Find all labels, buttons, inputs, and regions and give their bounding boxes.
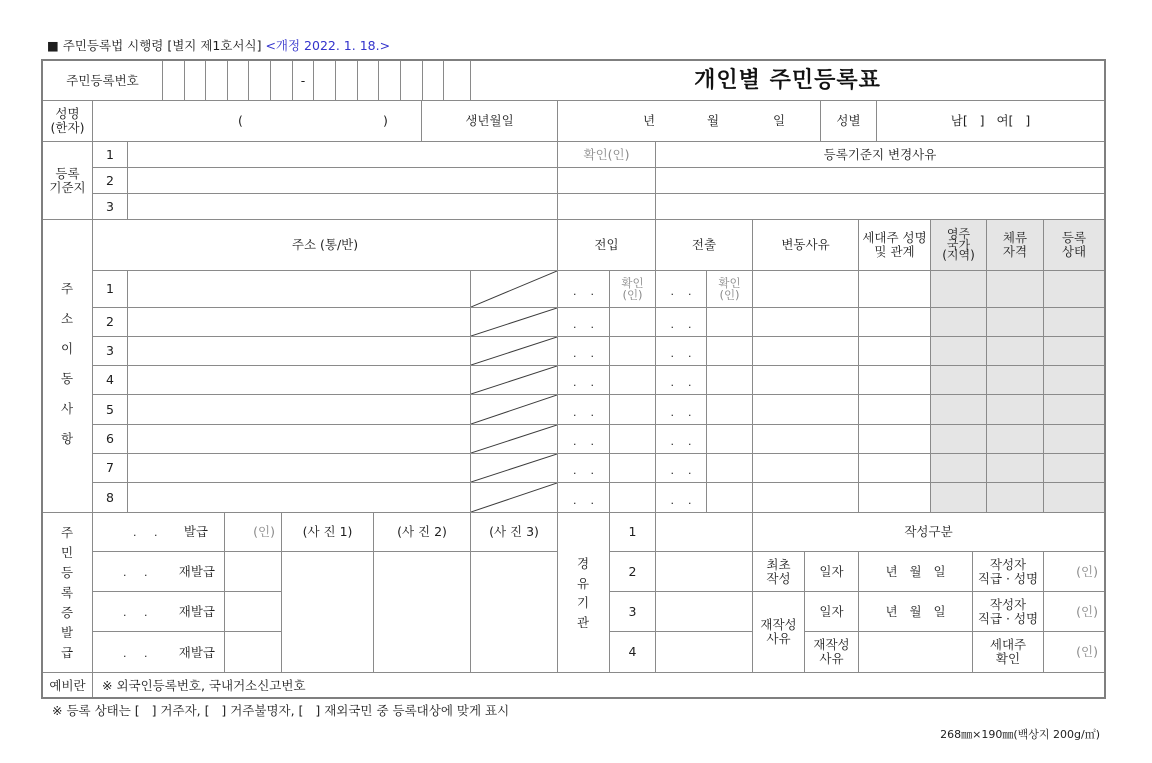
author-label-sub: 직급 · 성명: [977, 570, 1039, 586]
remarks-label-text: 예비란: [49, 677, 86, 693]
move-out-date-field[interactable]: [655, 336, 707, 366]
pr-country-field[interactable]: [930, 424, 987, 454]
form-reference: [47, 38, 390, 54]
date-dots: . .: [670, 464, 692, 477]
reg-status-header-sub: 상태: [1061, 244, 1087, 259]
reg-status-field[interactable]: [1043, 482, 1105, 513]
stay-status-field[interactable]: [986, 336, 1044, 366]
date-dots: . .: [133, 526, 158, 539]
seal-text: (인): [719, 288, 740, 302]
registry-confirm-field[interactable]: [557, 193, 656, 220]
address-row-num: [92, 394, 128, 425]
date-label-text: 일자: [819, 563, 844, 579]
photo-2-header: [373, 512, 471, 552]
photo-2-slot[interactable]: [373, 551, 471, 673]
pr-country-field[interactable]: [930, 394, 987, 425]
date-dots: . .: [670, 347, 692, 360]
row-number: 6: [106, 431, 114, 446]
gender-options-text: 남[ ] 여[ ]: [950, 113, 1031, 128]
remarks-label: [42, 672, 93, 699]
registry-row-num: [92, 141, 128, 168]
seal-text: (인): [253, 524, 275, 539]
gender-label-text: 성별: [836, 113, 861, 128]
address-field[interactable]: [127, 270, 471, 308]
date-dots: . .: [670, 376, 692, 389]
rewrite-reason-field[interactable]: [858, 631, 973, 673]
name-close-paren: ): [383, 113, 388, 128]
householder-field[interactable]: [858, 307, 931, 337]
diagonal-slash-icon: [471, 454, 557, 482]
householder-field[interactable]: [858, 270, 931, 308]
row-number: 7: [106, 460, 114, 475]
issue-seal-field[interactable]: [224, 512, 282, 552]
change-reason-field[interactable]: [752, 482, 859, 513]
move-out-date-field[interactable]: [655, 453, 707, 483]
householder-confirm-seal[interactable]: [1043, 631, 1105, 673]
birth-label: [421, 100, 558, 142]
ssn-digit-cell[interactable]: [335, 60, 358, 101]
date-dots: . .: [670, 405, 692, 419]
move-in-date-field[interactable]: [557, 365, 610, 395]
date-dots: . .: [573, 405, 594, 419]
address-field[interactable]: [127, 482, 471, 513]
move-out-confirm-field[interactable]: [706, 365, 753, 395]
date-dots: . .: [573, 376, 594, 389]
move-in-confirm-field[interactable]: [609, 365, 656, 395]
reg-status-header-text: 등록: [1061, 230, 1087, 245]
authoring-header-text: 작성구분: [904, 524, 953, 539]
move-in-confirm-field[interactable]: [609, 336, 656, 366]
row-number: 2: [106, 314, 114, 329]
reg-status-field[interactable]: [1043, 424, 1105, 454]
move-in-date-field[interactable]: [557, 424, 610, 454]
move-in-confirm-field[interactable]: [609, 307, 656, 337]
issue-label: 발급: [183, 524, 208, 539]
stay-status-field[interactable]: [986, 365, 1044, 395]
date-dots: . .: [670, 435, 692, 448]
first-label-text: 최초: [766, 556, 791, 572]
pr-country-header: [930, 219, 987, 271]
registration-status-note: ※ 등록 상태는 [ ] 거주자, [ ] 거주불명자, [ ] 재외국민 중 등록대상에 맞게 표시: [52, 703, 510, 718]
move-out-date-field[interactable]: [655, 365, 707, 395]
address-row-num: [92, 424, 128, 454]
date-label-text: 일자: [819, 603, 844, 619]
move-out-confirm-field[interactable]: [706, 482, 753, 513]
form-ref-text: ■ 주민등록법 시행령 [별지 제1호서식]: [47, 38, 266, 53]
rewrite-reason-label: [804, 631, 859, 673]
move-out-confirm-field[interactable]: [706, 307, 753, 337]
date-dots: . .: [573, 347, 594, 360]
reissue-date-field[interactable]: [92, 631, 225, 673]
move-in-confirm-field[interactable]: [609, 270, 656, 308]
change-reason-header-text: 변동사유: [781, 237, 830, 252]
date-dots: . .: [573, 318, 594, 331]
householder-field[interactable]: [858, 365, 931, 395]
pr-country-field[interactable]: [930, 336, 987, 366]
diagonal-slash-icon: [471, 271, 557, 307]
ssn-label: [42, 60, 163, 101]
move-in-confirm-field[interactable]: [609, 453, 656, 483]
date-dots: . .: [573, 285, 594, 298]
stay-status-header-sub: 자격: [1002, 244, 1028, 259]
reissue-date-field[interactable]: [92, 591, 225, 632]
move-in-header: [557, 219, 656, 271]
gender-label: [820, 100, 877, 142]
date-dots: . .: [670, 318, 692, 331]
move-out-confirm-field[interactable]: [706, 270, 753, 308]
first-date-label: [804, 551, 859, 592]
stay-status-header: [986, 219, 1044, 271]
author-label-text: 작성자: [989, 596, 1027, 612]
pr-country-field[interactable]: [930, 482, 987, 513]
address-row-num: [92, 336, 128, 366]
revision-date: <개정 2022. 1. 18.>: [265, 38, 391, 53]
birth-year-unit: 년: [643, 113, 656, 128]
move-out-confirm-field[interactable]: [706, 424, 753, 454]
first-date-field[interactable]: [858, 551, 973, 592]
photo-1-label: (사 진 1): [302, 524, 353, 539]
stay-status-field[interactable]: [986, 270, 1044, 308]
name-label: [42, 100, 93, 142]
registry-row-num: [92, 193, 128, 220]
row-number: 3: [628, 603, 637, 619]
change-reason-field[interactable]: [752, 424, 859, 454]
ssn-digit-cell[interactable]: [184, 60, 206, 101]
reg-status-field[interactable]: [1043, 365, 1105, 395]
ssn-digit-cell[interactable]: [227, 60, 249, 101]
row-number: 3: [106, 343, 114, 358]
address-row-num: [92, 270, 128, 308]
diagonal-slash-icon: [471, 425, 557, 453]
registry-label: [42, 141, 93, 220]
row-number: 2: [628, 563, 637, 579]
row-number: 1: [106, 146, 114, 162]
birth-label-text: 생년월일: [465, 113, 514, 128]
householder-label-text: 세대주: [989, 637, 1027, 652]
address-header: [92, 219, 558, 271]
address-field[interactable]: [127, 336, 471, 366]
registry-label-sub: 기준지: [49, 179, 86, 195]
move-out-header-text: 전출: [691, 237, 717, 252]
ssn-label-text: 주민등록번호: [66, 72, 139, 88]
move-out-date-field[interactable]: [655, 307, 707, 337]
address-row-num: [92, 482, 128, 513]
reissue-label: 재발급: [178, 564, 215, 579]
tong-ban-field[interactable]: [470, 365, 558, 395]
date-dots: . .: [123, 606, 148, 619]
move-in-confirm-field[interactable]: [609, 394, 656, 425]
diagonal-slash-icon: [471, 337, 557, 365]
address-field[interactable]: [127, 394, 471, 425]
stay-status-field[interactable]: [986, 453, 1044, 483]
move-in-confirm-field[interactable]: [609, 424, 656, 454]
change-reason-field[interactable]: [752, 270, 859, 308]
stay-status-header-text: 체류: [1002, 230, 1028, 245]
birth-day-unit: 일: [773, 113, 786, 128]
move-in-date-field[interactable]: [557, 482, 610, 513]
tong-ban-field[interactable]: [470, 482, 558, 513]
reissue-seal-field[interactable]: [224, 631, 282, 673]
move-out-header: [655, 219, 753, 271]
date-dots: . .: [573, 435, 594, 448]
pr-country-field[interactable]: [930, 270, 987, 308]
via-agency-field[interactable]: [655, 591, 753, 632]
ssn-digit-cell[interactable]: [162, 60, 185, 101]
tong-ban-field[interactable]: [470, 424, 558, 454]
change-reason-header: [752, 219, 859, 271]
diagonal-slash-icon: [471, 395, 557, 424]
address-row-num: [92, 307, 128, 337]
reissue-label: 재발급: [178, 645, 215, 660]
seal-text: (인): [622, 288, 643, 302]
remarks-text: ※ 외국인등록번호, 국내거소신고번호: [102, 677, 306, 693]
move-out-date-field[interactable]: [655, 482, 707, 513]
reg-status-field[interactable]: [1043, 394, 1105, 425]
via-agency-field[interactable]: [655, 512, 753, 552]
registry-value-field[interactable]: [127, 141, 558, 168]
rewrite-label-text: 재작성: [760, 617, 797, 632]
rewrite-author-seal[interactable]: [1043, 591, 1105, 632]
householder-header-sub: 및 관계: [874, 244, 915, 259]
via-agency-row-num: [609, 551, 656, 592]
pr-country-header-text: 영주: [946, 227, 971, 242]
page-title: [470, 60, 1105, 101]
stay-status-field[interactable]: [986, 424, 1044, 454]
address-side-label: 주소이동사항: [60, 281, 74, 446]
stay-status-field[interactable]: [986, 394, 1044, 425]
reason-label-sub: 사유: [819, 651, 844, 666]
diagonal-slash-icon: [471, 483, 557, 512]
householder-field[interactable]: [858, 453, 931, 483]
stay-status-field[interactable]: [986, 307, 1044, 337]
via-agency-row-num: [609, 512, 656, 552]
via-agency-field[interactable]: [655, 631, 753, 673]
date-units: 년 월 일: [885, 603, 946, 619]
rewrite-date-field[interactable]: [858, 591, 973, 632]
confirm-text: 확인: [621, 276, 644, 290]
move-out-confirm-field[interactable]: [706, 394, 753, 425]
date-units: 년 월 일: [885, 563, 946, 579]
address-field[interactable]: [127, 365, 471, 395]
householder-header: [858, 219, 931, 271]
pr-country-field[interactable]: [930, 365, 987, 395]
reason-label-text: 재작성: [813, 637, 850, 652]
reissue-seal-field[interactable]: [224, 551, 282, 592]
date-dots: . .: [573, 464, 594, 477]
photo-2-label: (사 진 2): [397, 524, 447, 539]
seal-text: (인): [1076, 644, 1098, 659]
move-in-date-field[interactable]: [557, 453, 610, 483]
date-dots: . .: [573, 493, 594, 507]
confirm-text: 확인: [718, 276, 741, 290]
ssn-digit-cell[interactable]: [422, 60, 444, 101]
via-agency-side-label: 경유기관: [576, 556, 590, 630]
change-reason-field[interactable]: [752, 394, 859, 425]
via-agency-field[interactable]: [655, 551, 753, 592]
diagonal-slash-icon: [471, 308, 557, 336]
first-author-label: [972, 551, 1044, 592]
move-out-confirm-field[interactable]: [706, 453, 753, 483]
via-agency-row-num: [609, 591, 656, 632]
gender-options[interactable]: [876, 100, 1105, 142]
change-reason-text: 등록기준지 변경사유: [823, 146, 937, 162]
confirm-seal-text: 확인(인): [583, 146, 630, 162]
move-in-confirm-field[interactable]: [609, 482, 656, 513]
row-number: 8: [106, 489, 114, 505]
registry-row-num: [92, 167, 128, 194]
date-dots: . .: [670, 493, 692, 507]
photo-3-label: (사 진 3): [489, 524, 539, 539]
householder-label-sub: 확인: [995, 651, 1021, 666]
householder-field[interactable]: [858, 394, 931, 425]
photo-1-slot[interactable]: [281, 551, 374, 673]
rewrite-author-label: [972, 591, 1044, 632]
tong-ban-field[interactable]: [470, 307, 558, 337]
seal-text: (인): [1076, 563, 1098, 579]
pr-country-header-text-3: (지역): [942, 248, 975, 263]
reissue-seal-field[interactable]: [224, 591, 282, 632]
date-dots: . .: [123, 647, 148, 660]
name-label-hanja: (한자): [50, 120, 85, 135]
registry-value-field[interactable]: [127, 167, 558, 194]
pr-country-field[interactable]: [930, 307, 987, 337]
ssn-digit-cell[interactable]: [357, 60, 379, 101]
householder-field[interactable]: [858, 424, 931, 454]
page-title-text: 개인별 주민등록표: [694, 67, 881, 93]
move-in-date-field[interactable]: [557, 307, 610, 337]
address-header-text: 주소 (통/반): [291, 237, 359, 252]
move-in-header-text: 전입: [594, 237, 619, 252]
address-field[interactable]: [127, 453, 471, 483]
householder-field[interactable]: [858, 482, 931, 513]
first-authoring-label: [752, 551, 805, 592]
stay-status-field[interactable]: [986, 482, 1044, 513]
id-card-side-label: 주민등록증발급: [60, 525, 74, 660]
first-label-sub: 작성: [766, 570, 791, 586]
householder-field[interactable]: [858, 336, 931, 366]
move-in-date-field[interactable]: [557, 336, 610, 366]
date-dots: . .: [123, 566, 148, 579]
registry-confirm-field[interactable]: [557, 167, 656, 194]
row-number: 1: [106, 281, 114, 296]
ssn-digit-cell[interactable]: [313, 60, 336, 101]
pr-country-header-text-2: 국가: [946, 237, 971, 252]
registry-change-reason-field[interactable]: [655, 167, 1105, 194]
diagonal-slash-icon: [471, 366, 557, 394]
birth-date-field[interactable]: [557, 100, 821, 142]
registry-value-field[interactable]: [127, 193, 558, 220]
reg-status-header: [1043, 219, 1105, 271]
ssn-digit-cell[interactable]: [270, 60, 293, 101]
reg-status-field[interactable]: [1043, 336, 1105, 366]
row-number: 3: [106, 198, 114, 214]
name-field[interactable]: [92, 100, 422, 142]
date-dots: . .: [670, 285, 692, 298]
reg-status-field[interactable]: [1043, 453, 1105, 483]
photo-1-header: [281, 512, 374, 552]
row-number: 5: [106, 401, 114, 417]
ssn-digit-cell[interactable]: [248, 60, 271, 101]
ssn-digit-cell[interactable]: [400, 60, 423, 101]
ssn-digit-cell[interactable]: [378, 60, 401, 101]
move-out-date-field[interactable]: [655, 424, 707, 454]
householder-confirm-label: [972, 631, 1044, 673]
address-field[interactable]: [127, 424, 471, 454]
issue-date-field[interactable]: [92, 512, 225, 552]
remarks-field[interactable]: [92, 672, 1105, 699]
registry-confirm-header: [557, 141, 656, 168]
change-reason-field[interactable]: [752, 307, 859, 337]
name-open-paren: (: [238, 113, 243, 128]
change-reason-field[interactable]: [752, 336, 859, 366]
move-out-date-field[interactable]: [655, 394, 707, 425]
photo-3-slot[interactable]: [470, 551, 558, 673]
rewrite-label-sub: 사유: [766, 631, 791, 646]
change-reason-field[interactable]: [752, 365, 859, 395]
seal-text: (인): [1076, 603, 1098, 619]
reissue-date-field[interactable]: [92, 551, 225, 592]
author-label-sub: 직급 · 성명: [977, 610, 1039, 626]
address-row-num: [92, 365, 128, 395]
reissue-label: 재발급: [178, 604, 215, 619]
row-number: 4: [106, 372, 114, 387]
reg-status-field[interactable]: [1043, 307, 1105, 337]
address-row-num: [92, 453, 128, 483]
ssn-digit-cell[interactable]: [205, 60, 228, 101]
row-number: 4: [628, 644, 637, 659]
ssn-digit-cell[interactable]: [443, 60, 471, 101]
registry-change-reason-header: [655, 141, 1105, 168]
rewrite-date-label: [804, 591, 859, 632]
rewrite-label: [752, 591, 805, 673]
author-label-text: 작성자: [989, 556, 1027, 572]
name-label-text: 성명: [55, 106, 80, 121]
photo-3-header: [470, 512, 558, 552]
address-field[interactable]: [127, 307, 471, 337]
birth-month-unit: 월: [707, 113, 720, 128]
tong-ban-field[interactable]: [470, 270, 558, 308]
householder-header-text: 세대주 성명: [862, 230, 927, 245]
move-in-date-field[interactable]: [557, 394, 610, 425]
move-out-date-field[interactable]: [655, 270, 707, 308]
via-agency-row-num: [609, 631, 656, 673]
registry-change-reason-field[interactable]: [655, 193, 1105, 220]
authoring-header: [752, 512, 1105, 552]
reg-status-field[interactable]: [1043, 270, 1105, 308]
row-number: 2: [106, 172, 114, 188]
paper-spec: 268㎜×190㎜(백상지 200g/㎡): [940, 728, 1100, 741]
first-author-seal[interactable]: [1043, 551, 1105, 592]
tong-ban-field[interactable]: [470, 453, 558, 483]
registry-label-text: 등록: [55, 165, 80, 181]
tong-ban-field[interactable]: [470, 394, 558, 425]
tong-ban-field[interactable]: [470, 336, 558, 366]
pr-country-field[interactable]: [930, 453, 987, 483]
change-reason-field[interactable]: [752, 453, 859, 483]
move-in-date-field[interactable]: [557, 270, 610, 308]
row-number: 1: [628, 524, 637, 539]
ssn-dash-cell: -: [292, 60, 314, 101]
move-out-confirm-field[interactable]: [706, 336, 753, 366]
